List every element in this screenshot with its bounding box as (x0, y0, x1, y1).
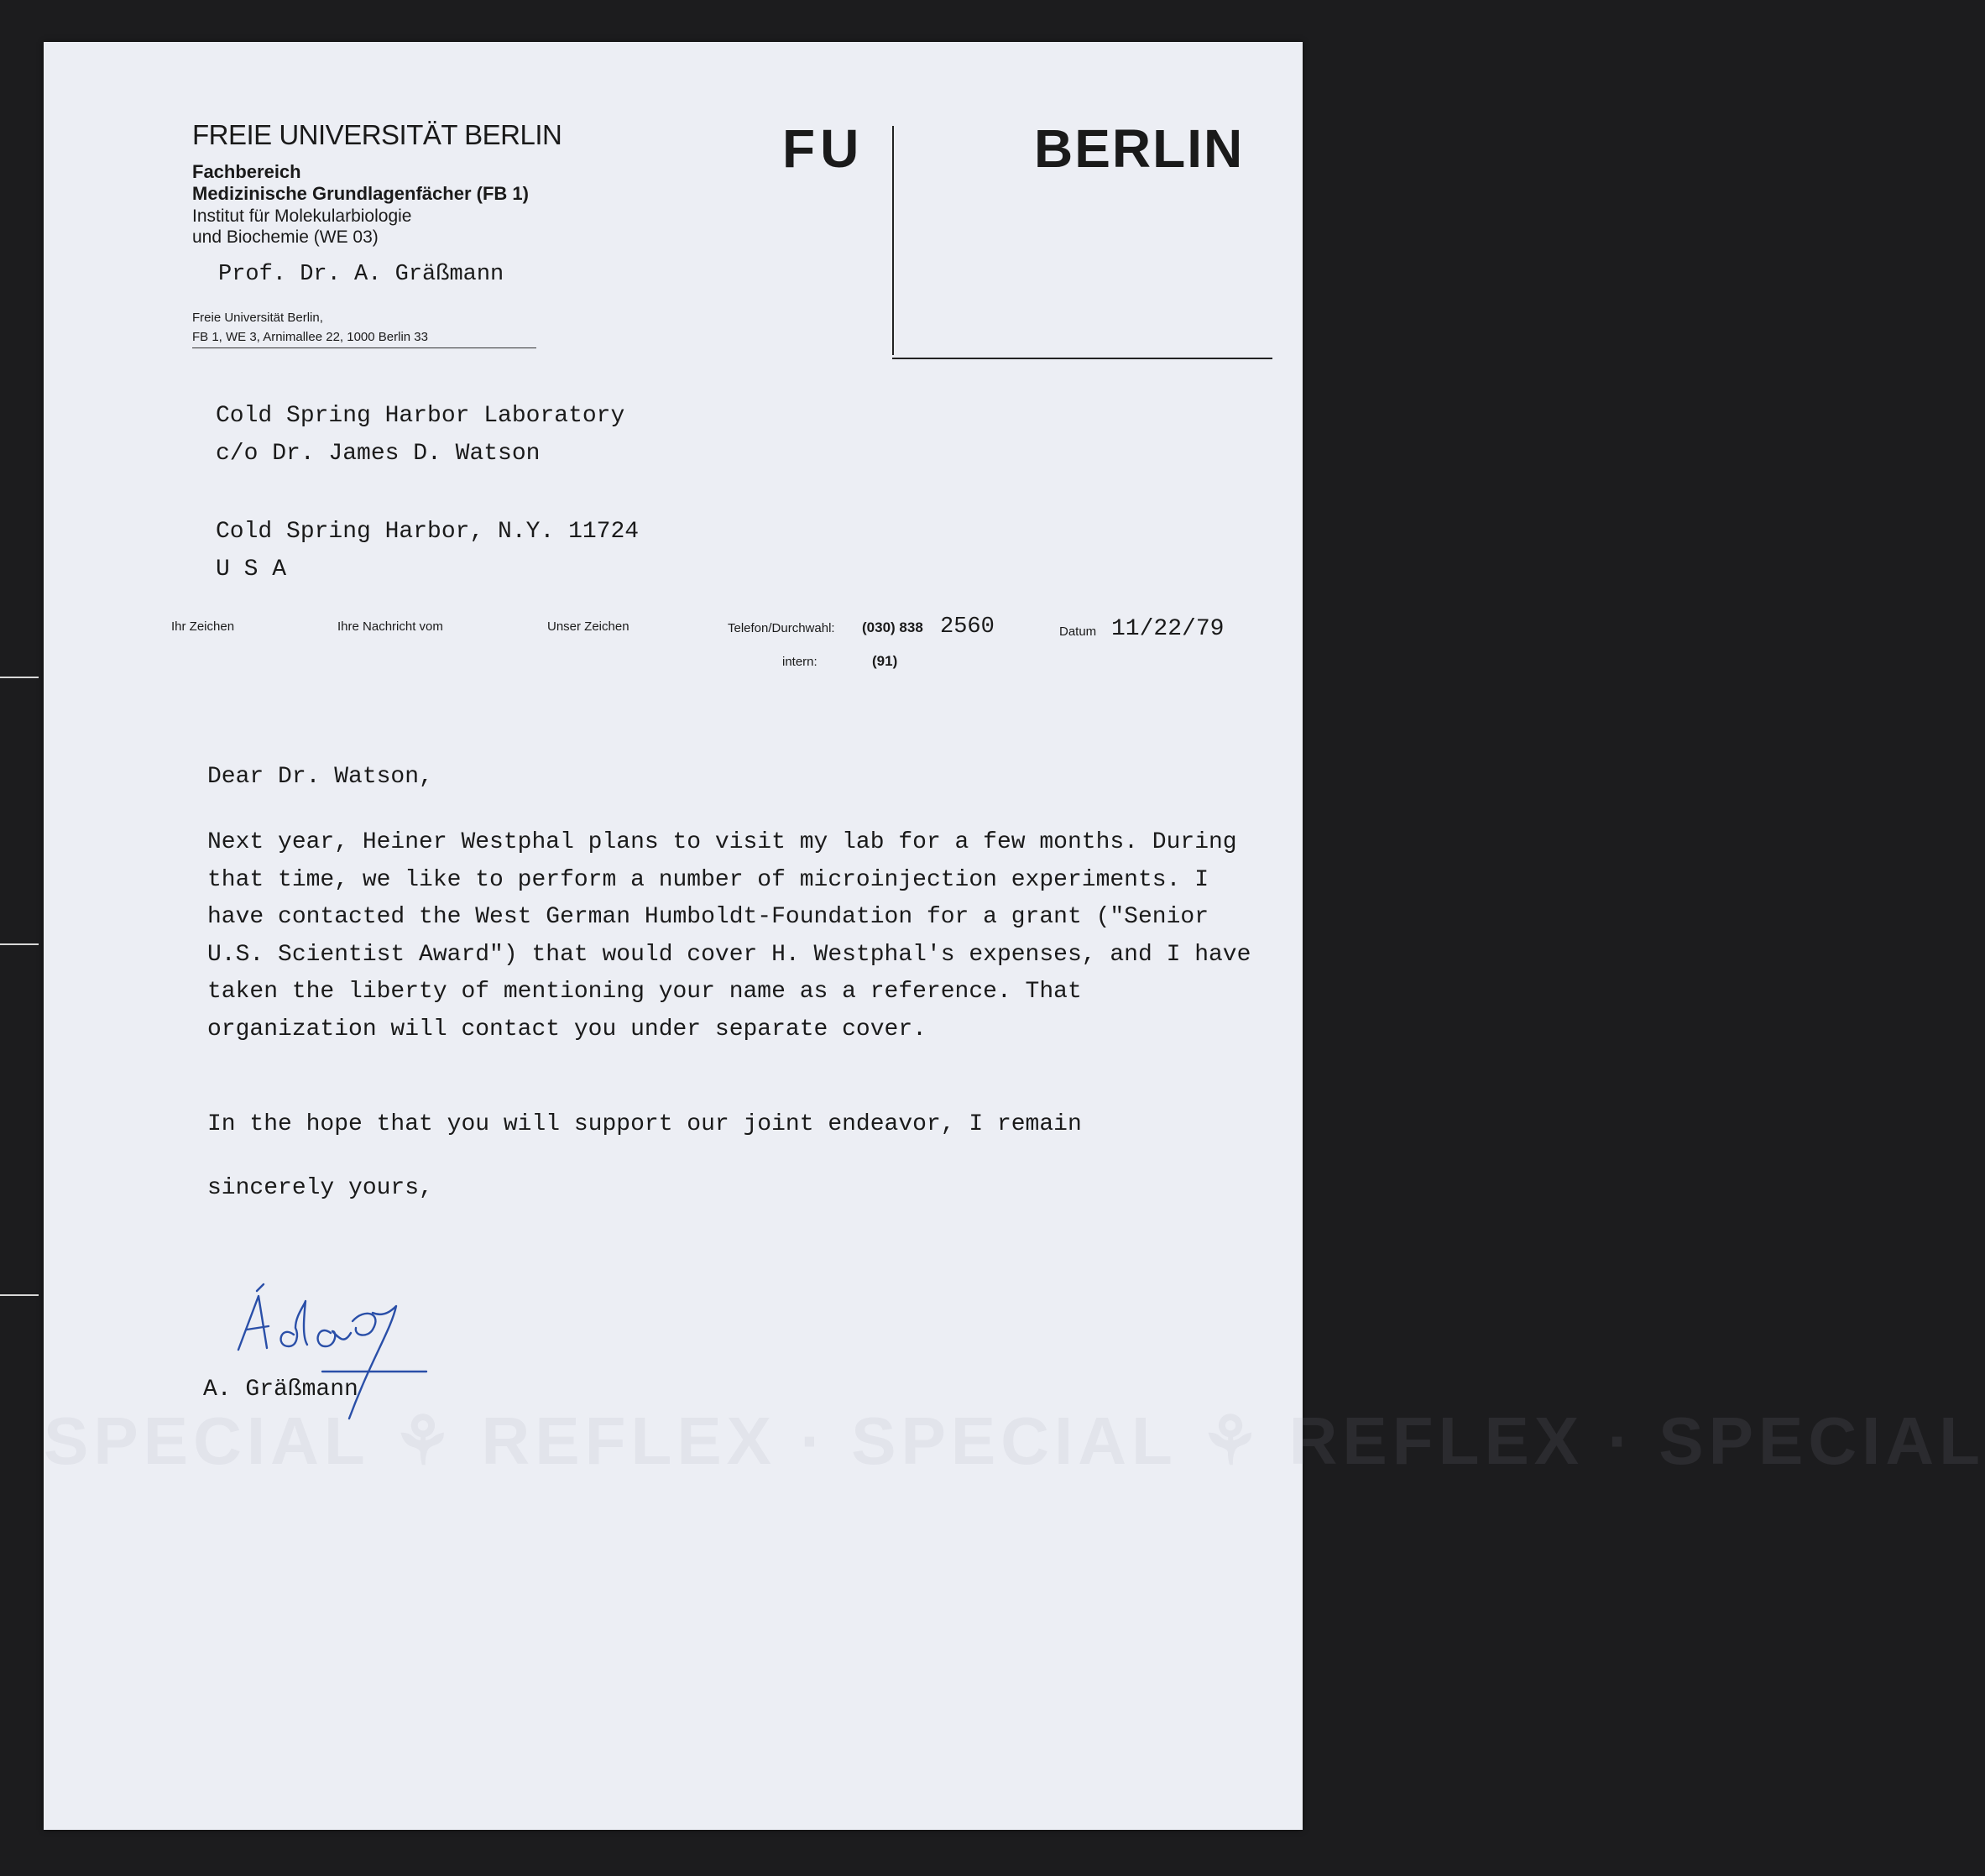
letterhead-horizontal-divider (892, 358, 1272, 359)
department-line-2: Medizinische Grundlagenfächer (FB 1) (192, 183, 529, 204)
telefon-number: (030) 838 (862, 619, 923, 635)
intern-label: intern: (782, 655, 818, 669)
sender-address-line-1: Freie Universität Berlin, (192, 311, 323, 325)
institute-line-2: und Biochemie (WE 03) (192, 227, 379, 247)
intern-value: (91) (872, 653, 898, 669)
ihr-zeichen-label: Ihr Zeichen (171, 619, 235, 634)
datum-label: Datum (1059, 624, 1097, 639)
paper-watermark: SPECIAL ⚘ REFLEX · SPECIAL ⚘ REFLEX · SPECIAL (44, 1403, 1985, 1478)
fold-mark-middle (0, 943, 39, 945)
unser-zeichen-label: Unser Zeichen (547, 619, 629, 634)
closing: sincerely yours, (207, 1175, 433, 1201)
signature-name: A. Gräßmann (203, 1377, 358, 1403)
recipient-line-2: c/o Dr. James D. Watson (216, 441, 541, 467)
letter-paragraph-1: Next year, Heiner Westphal plans to visit my lab for a few months. During that time, we like to perform a number of microinjection experiments. I have contacted the West German Humboldt-Foundation for a grant ("Senior U.S. Scientist Award") that would cover H. Westphal's expenses, and I have taken the liberty of mentioning your name as a reference. That organization will contact you under separate cover. (207, 829, 1251, 1043)
letter-paragraph-2: In the hope that you will support our joint endeavor, I remain (207, 1111, 1082, 1137)
fold-mark-bottom (0, 1294, 39, 1296)
recipient-line-4: U S A (216, 557, 287, 583)
telefon-extension: 2560 (940, 614, 995, 640)
telefon-label: Telefon/Durchwahl: (728, 621, 835, 635)
ihre-nachricht-label: Ihre Nachricht vom (337, 619, 443, 634)
institute-line-1: Institut für Molekularbiologie (192, 206, 412, 226)
date-value: 11/22/79 (1111, 616, 1225, 642)
fold-mark-top (0, 677, 39, 678)
university-name: FREIE UNIVERSITÄT BERLIN (192, 119, 562, 150)
letterhead-vertical-divider (892, 126, 894, 355)
letter-page (44, 42, 1985, 1830)
sender-address-line-2: FB 1, WE 3, Arnimallee 22, 1000 Berlin 33 (192, 330, 428, 344)
department-line-1: Fachbereich (192, 161, 301, 182)
recipient-line-1: Cold Spring Harbor Laboratory (216, 403, 625, 429)
salutation: Dear Dr. Watson, (207, 764, 433, 790)
logo-berlin: BERLIN (1034, 118, 1245, 179)
logo-fu: FU (782, 118, 865, 179)
recipient-line-3: Cold Spring Harbor, N.Y. 11724 (216, 519, 640, 545)
professor-name: Prof. Dr. A. Gräßmann (218, 262, 504, 287)
